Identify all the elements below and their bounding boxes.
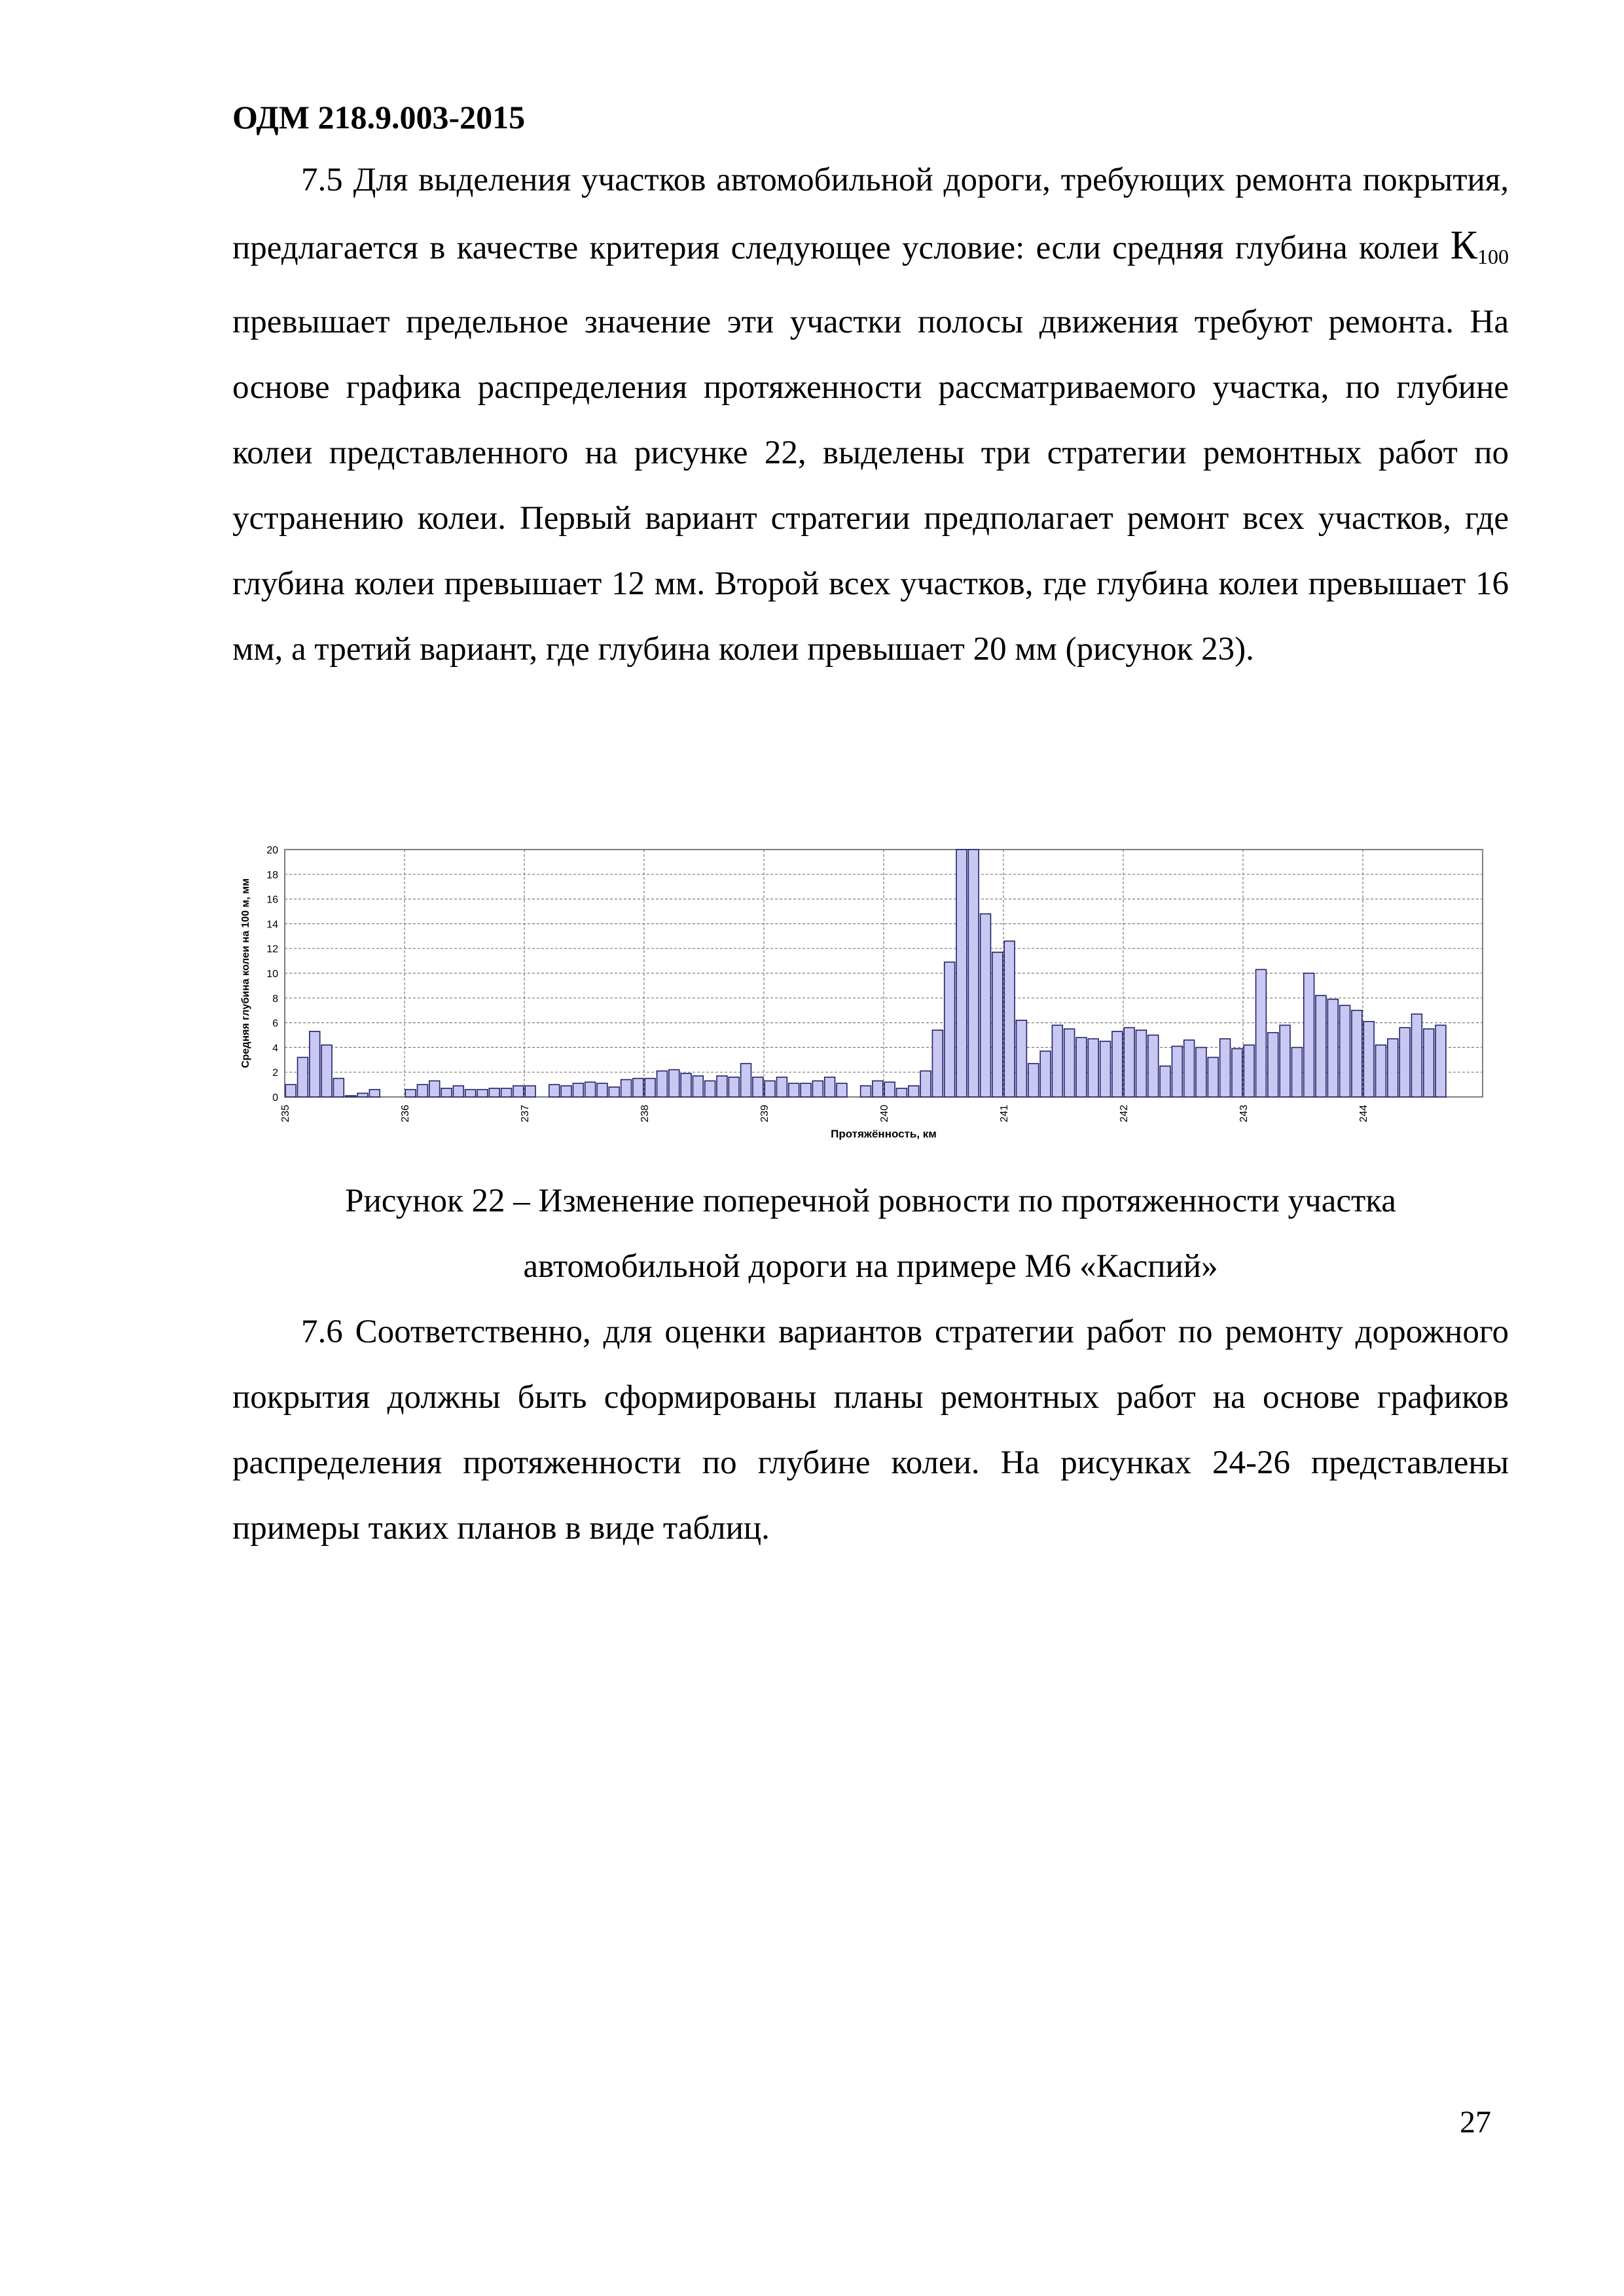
bar — [1040, 1051, 1051, 1097]
bar — [765, 1081, 775, 1097]
bar — [1172, 1047, 1182, 1097]
bar — [753, 1077, 763, 1097]
bar — [357, 1093, 368, 1097]
bar — [812, 1081, 823, 1097]
bar — [1304, 973, 1314, 1097]
bar — [801, 1083, 811, 1097]
bar — [932, 1030, 943, 1097]
bar — [669, 1069, 679, 1097]
bar — [741, 1064, 751, 1097]
figure-caption-line1: Рисунок 22 – Изменение поперечной ровности по протяженности участка — [345, 1183, 1396, 1219]
bar — [1076, 1037, 1087, 1097]
x-tick-label: 242 — [1119, 1105, 1130, 1122]
bar — [1435, 1025, 1446, 1097]
bar — [717, 1076, 727, 1097]
bar — [789, 1083, 799, 1097]
bar — [561, 1086, 571, 1097]
bar — [1220, 1039, 1231, 1097]
paragraph-7-5-part2: превышает предельное значение эти участки полосы движения требуют ремонта. На основе графика распределения протяженности рассматриваемого участка, по глубине колеи представленного на рисунке 22, выделены три стратегии ремонтных работ по устранению колеи. Первый вариант стратегии предполагает ремонт всех участков, где глубина колеи превышает 12 мм. Второй всех участков, где глубина колеи превышает 16 мм, а третий вариант, где глубина колеи превышает 20 мм (рисунок 23). — [232, 304, 1509, 668]
x-tick-label: 237 — [520, 1105, 531, 1122]
bar — [693, 1076, 703, 1097]
bar — [1327, 999, 1338, 1097]
bar — [585, 1082, 596, 1097]
bar — [285, 1085, 296, 1097]
bar — [1160, 1066, 1170, 1097]
bar — [1256, 969, 1267, 1097]
x-tick-label: 238 — [640, 1105, 651, 1122]
bar — [1124, 1028, 1134, 1097]
bar — [429, 1081, 440, 1097]
bar — [525, 1086, 535, 1097]
bar — [897, 1088, 907, 1097]
x-tick-label: 243 — [1238, 1105, 1250, 1122]
bar — [1100, 1041, 1111, 1097]
k-subscript: 100 — [1477, 245, 1509, 268]
x-tick-label: 241 — [999, 1105, 1010, 1122]
bar — [298, 1058, 308, 1097]
k-letter: К — [1450, 223, 1477, 268]
paragraph-7-5-part1: 7.5 Для выделения участков автомобильной дороги, требующих ремонта покрытия, предлагается в качестве критерия следующее условие: если средняя глубина колеи — [232, 162, 1509, 266]
bar — [597, 1083, 607, 1097]
y-tick-label: 10 — [266, 969, 278, 980]
bar — [777, 1077, 787, 1097]
y-tick-label: 12 — [266, 944, 278, 956]
bar — [1184, 1040, 1195, 1097]
bar — [1064, 1029, 1075, 1097]
bar — [645, 1079, 655, 1097]
bar — [1052, 1025, 1062, 1097]
bar — [920, 1071, 931, 1097]
page-number: 27 — [1460, 2105, 1491, 2140]
bar — [945, 962, 955, 1097]
bar — [681, 1073, 691, 1097]
bar — [477, 1090, 488, 1097]
x-tick-label: 235 — [280, 1105, 291, 1122]
x-tick-label: 236 — [400, 1105, 411, 1122]
y-tick-label: 20 — [266, 845, 278, 856]
y-axis-label: Средняя глубина колеи на 100 м, мм — [240, 878, 251, 1068]
bar — [513, 1086, 524, 1097]
y-tick-label: 0 — [272, 1092, 278, 1103]
bar — [501, 1088, 512, 1097]
y-tick-label: 18 — [266, 869, 278, 881]
bar — [657, 1071, 668, 1097]
x-axis-label: Протяжённость, км — [831, 1128, 937, 1140]
k100-symbol — [1451, 223, 1509, 268]
bar — [1004, 941, 1015, 1097]
bar — [1291, 1047, 1302, 1097]
bar — [992, 952, 1003, 1097]
bar — [549, 1085, 560, 1097]
bar — [321, 1045, 332, 1097]
rut-depth-bar-chart — [226, 825, 1509, 1145]
bar — [1208, 1058, 1218, 1097]
bar — [310, 1031, 320, 1097]
bar — [621, 1080, 632, 1097]
bar — [1280, 1025, 1290, 1097]
y-tick-label: 14 — [266, 919, 278, 931]
bar — [1112, 1031, 1123, 1097]
bar — [609, 1087, 619, 1097]
bar — [1148, 1035, 1159, 1098]
document-header: ОДМ 218.9.003-2015 — [232, 99, 526, 135]
bar — [1316, 996, 1326, 1097]
bar — [489, 1088, 499, 1097]
bar — [405, 1090, 416, 1097]
bar — [1244, 1045, 1254, 1097]
y-tick-label: 8 — [272, 993, 278, 1005]
bar — [441, 1088, 452, 1097]
bar — [1028, 1064, 1039, 1097]
bar — [909, 1086, 919, 1097]
x-tick-label: 240 — [879, 1105, 890, 1122]
bar — [837, 1083, 847, 1097]
bar — [1136, 1030, 1147, 1097]
bar — [1232, 1049, 1242, 1097]
bar — [705, 1081, 715, 1097]
bar — [1268, 1033, 1278, 1097]
bar — [729, 1077, 739, 1097]
bar — [369, 1090, 380, 1097]
bar — [1424, 1029, 1434, 1097]
bar — [884, 1082, 895, 1097]
bar — [825, 1077, 835, 1097]
bar — [465, 1090, 476, 1097]
bar — [956, 850, 967, 1097]
bar — [633, 1079, 643, 1097]
bar — [1399, 1028, 1410, 1097]
bar — [1017, 1020, 1027, 1097]
bar — [981, 914, 991, 1097]
bar — [1376, 1045, 1386, 1097]
figure-caption-line2: автомобильной дороги на примере М6 «Каспий» — [523, 1248, 1218, 1285]
bar — [968, 850, 979, 1097]
bar — [346, 1096, 356, 1097]
y-tick-label: 6 — [272, 1018, 278, 1030]
bar — [1196, 1047, 1206, 1097]
x-tick-label: 239 — [759, 1105, 770, 1122]
bar — [453, 1086, 463, 1097]
bar — [1363, 1022, 1374, 1097]
bar — [861, 1086, 871, 1097]
bar — [333, 1079, 344, 1097]
figure-caption — [232, 1168, 1509, 1299]
bar — [1088, 1039, 1098, 1097]
paragraph-7-5 — [232, 147, 1509, 682]
bar — [1388, 1039, 1398, 1097]
x-tick-label: 244 — [1358, 1105, 1369, 1122]
bar — [573, 1083, 583, 1097]
y-tick-label: 16 — [266, 894, 278, 906]
y-tick-label: 4 — [272, 1043, 278, 1054]
bar — [1411, 1014, 1422, 1097]
paragraph-7-6: 7.6 Соответственно, для оценки вариантов стратегии работ по ремонту дорожного покрытия должны быть сформированы планы ремонтных работ на основе графиков распределения протяженности по глубине колеи. На рисунках 24-26 представлены примеры таких планов в виде таблиц. — [232, 1314, 1509, 1547]
bar — [1340, 1005, 1350, 1097]
y-tick-label: 2 — [272, 1067, 278, 1079]
bar — [873, 1081, 883, 1097]
bar — [418, 1085, 428, 1097]
bar — [1352, 1011, 1362, 1097]
